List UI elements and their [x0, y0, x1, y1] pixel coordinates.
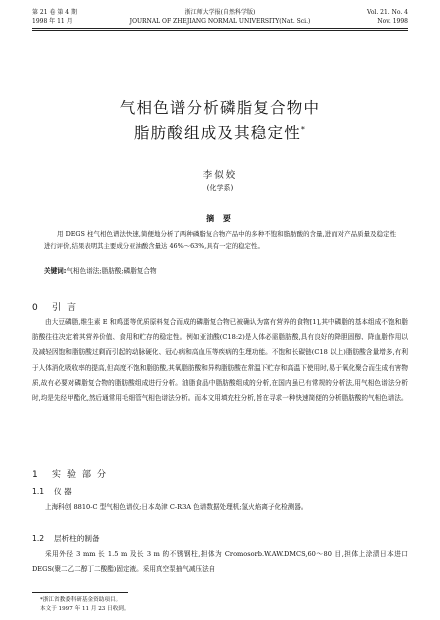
journal-name-en: JOURNAL OF ZHEJIANG NORMAL UNIVERSITY(Nat. Sci.): [129, 17, 311, 25]
footnote-funding: *浙江省教委科研基金资助项目。: [40, 597, 122, 603]
footnote-received: 本文于 1997 年 11 月 23 日收到。: [40, 606, 130, 612]
paper-title-line1: 气相色谱分析磷脂复合物中: [119, 99, 321, 117]
subsection-1-1-title: 仪 器: [54, 487, 72, 496]
volume-issue-en: Vol. 21. No. 4: [367, 9, 408, 16]
section-0-number: 0: [32, 303, 38, 313]
intro-paragraph: 由大豆磷脂,维生素 E 和鸡蛋等优质原料复合而成的磷脂复合物已被确认为富有营养的食物[1],其中磷脂的基本组成不饱和脂肪酸往往决定着其营养价值、食用和贮存的稳定性。例如亚油酸(C18:2)是人体必需脂肪酸,具有良好的降胆固醇、降血脂作用以及减轻因饱和脂肪酸过剩而引起的动脉硬化、冠心病和高血压等疾病的生理功能。不饱和长碳链(C18 以上)脂肪酸含量增多,有利于人体消化吸收率的提高,但高度不饱和脂肪酸,其氧脂肪酸和异构脂肪酸在常温下贮存和高温下使用时,易于氧化聚合而生成有害物质,故有必要对磷脂复合物的脂肪酸组成进行分析。油脂食品中脂肪酸组成的分析,在国内虽已有常规的分析法,用气相色谱法分析时,均是先经甲酯化,然后通常用毛细管气相色谱法分析。而本文用填充柱分析,旨在寻求一种快速简便的分析脂肪酸的气相色谱法。: [32, 318, 408, 403]
subsection-1-2-title: 层析柱的制备: [54, 534, 100, 543]
section-1-title: 实验部分: [52, 470, 113, 480]
paper-title-line2-text: 脂肪酸组成及其稳定性: [133, 124, 301, 142]
instrument-text: 上海科创 8810-C 型气相色谱仪;日本岛津 C-R3A 色谱数据处理机;氢火焰离子化检测器。: [45, 503, 308, 511]
subsection-1-1-heading: [32, 486, 72, 497]
keywords-label: 关键词:: [44, 267, 67, 275]
paper-title-line2: [0, 121, 440, 143]
keywords-line: [44, 265, 396, 275]
footnote-rule: [32, 592, 128, 593]
section-1-heading: [32, 467, 112, 480]
abstract-text: 用 DEGS 柱气相色谱法快速,简便地分析了两种磷脂复合物产品中的多种不饱和脂肪酸的含量,进而对产品质量及稳定性进行评价,结果表明其主要成分亚油酸含量达 46%～63%,具有一定的稳定性。: [44, 230, 396, 251]
header-right: [367, 9, 408, 26]
subsection-1-1-number: 1.1: [32, 487, 45, 496]
author-name: 李似姣: [202, 170, 238, 181]
abstract-heading: 摘 要: [206, 214, 234, 223]
publication-date-en: Nov. 1998: [377, 17, 408, 25]
subsection-1-2-heading: [32, 533, 100, 544]
column-prep-text: 采用外径 3 mm 长 1.5 m 及长 3 m 的不锈钢柱,担体为 Cromosorb.W.AW.DMCS,60～80 目,担体上涂渍日本进口 DEGS(聚二乙二醇丁二酸酯)固定液。采用真空泵抽气减压法自: [32, 550, 408, 574]
author-affiliation: (化学系): [206, 184, 234, 192]
publication-date: 1998 年 11 月: [32, 17, 73, 25]
journal-header: [32, 9, 408, 39]
subsection-1-1-body: [32, 500, 408, 515]
volume-issue: 第 21 卷 第 4 期: [32, 9, 77, 16]
header-rule-top: [32, 28, 408, 29]
section-0-title: 引言: [52, 303, 83, 313]
header-center: [32, 9, 408, 26]
header-rule-bottom: [32, 30, 408, 31]
keywords-text: 气相色谱法;脂肪酸;磷脂复合物: [66, 267, 157, 275]
abstract-body: [44, 228, 396, 253]
journal-name-cn: 浙江师大学报(自然科学版): [184, 9, 256, 16]
title-footnote-mark: *: [300, 124, 307, 134]
subsection-1-2-body: [32, 547, 408, 577]
section-0-body: [32, 315, 408, 406]
section-1-number: 1: [32, 470, 38, 480]
subsection-1-2-number: 1.2: [32, 534, 45, 543]
section-0-heading: [32, 300, 82, 313]
